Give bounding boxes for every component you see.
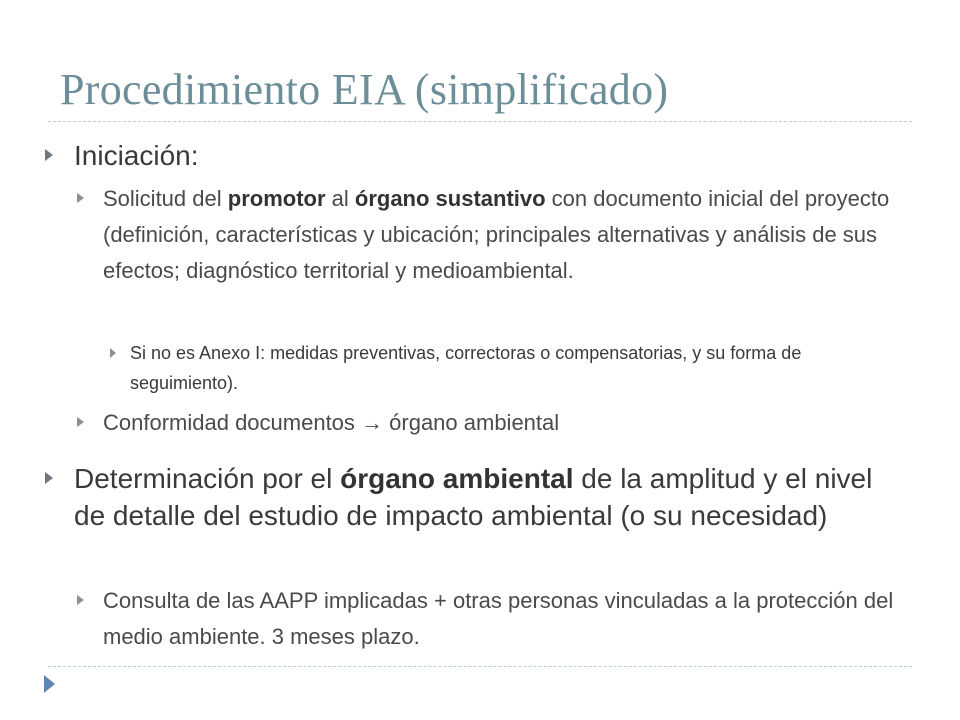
bullet-text-bold-promotor: promotor	[227, 186, 326, 211]
bullet-anexo	[130, 338, 890, 398]
bullet-text-bold-organo-sustantivo: órgano sustantivo	[354, 186, 546, 211]
bullet-text	[103, 405, 913, 441]
bullet-conformidad	[103, 405, 913, 441]
bullet-text-part: de la amplitud y el nivel de detalle del estudio de impacto ambiental (o su necesidad)	[74, 463, 873, 531]
bullet-arrow-icon	[110, 348, 116, 358]
bullet-arrow-icon	[77, 417, 84, 427]
bullet-solicitud	[103, 181, 913, 289]
bullet-text: Iniciación:	[74, 140, 199, 171]
bullet-determinacion	[74, 460, 904, 534]
bullet-arrow-icon	[77, 193, 84, 203]
bullet-text-bold-organo-ambiental: órgano ambiental	[340, 463, 574, 494]
bullet-text-part: al	[325, 186, 355, 211]
right-arrow-icon: →	[361, 410, 384, 435]
bullet-text-part: con documento inicial del proyecto (definición, características y ubicación; principales alternativas y análisis de sus efectos; diagnóstico territorial y medioambiental.	[103, 186, 890, 283]
bullet-text	[103, 181, 913, 289]
bullet-text	[74, 460, 904, 534]
bullet-iniciacion	[74, 137, 904, 174]
slide-title: Procedimiento EIA (simplificado)	[60, 65, 669, 114]
bullet-arrow-icon	[77, 595, 84, 605]
bullet-text-part: órgano ambiental	[383, 410, 560, 435]
bullet-arrow-icon	[45, 149, 53, 161]
bullet-text-part: Determinación por el	[74, 463, 341, 494]
bullet-text: Consulta de las AAPP implicadas + otras personas vinculadas a la protección del medio ambiente. 3 meses plazo.	[103, 588, 894, 649]
bullet-text: Si no es Anexo I: medidas preventivas, correctoras o compensatorias, y su forma de seguimiento).	[130, 343, 802, 393]
bullet-consulta	[103, 583, 913, 655]
footer-arrow-icon	[44, 675, 55, 693]
bullet-arrow-icon	[45, 472, 53, 484]
bullet-text-part: Conformidad documentos	[103, 410, 362, 435]
footer-divider	[48, 666, 912, 667]
bullet-text-part: Solicitud del	[103, 186, 228, 211]
